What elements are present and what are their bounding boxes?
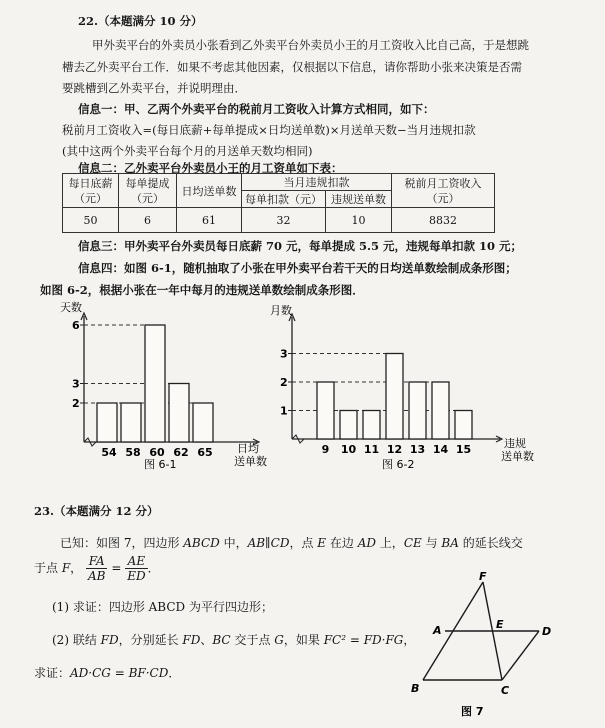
point-label-a: A (433, 624, 442, 637)
table-cell-avg-orders: 61 (177, 208, 242, 233)
chart-6-2 (270, 305, 570, 470)
chart-6-1-plot (60, 300, 267, 470)
q23-part2: (2) 联结 FD，分别延长 FD、BC 交于点 G，如果 FC² = FD·FG， (52, 633, 416, 647)
chart-6-2-bar-14 (432, 382, 449, 439)
q23-given-line2: 于点 F， $\frac{FA}{AB}$ = $\frac{AE}{ED}$ ． (34, 554, 160, 583)
line-dc (502, 631, 539, 680)
table-cell-fine-count: 10 (326, 208, 392, 233)
chart-6-2-bar-11 (363, 411, 380, 440)
info2-title: 信息二：乙外卖平台外卖员小王的月工资单如下表： (78, 161, 343, 175)
chart-6-1-bar-54 (97, 403, 117, 442)
q23-given-line1: 已知：如图 7，四边形 ABCD 中，AB∥CD，点 E 在边 AD 上，CE 与 BA 的延长线交 (60, 536, 523, 550)
table-header-income: 税前月工资收入 （元） (392, 174, 495, 208)
chart-6-1-ytick-label: 3 (72, 377, 80, 391)
info1-title: 信息一：甲、乙两个外卖平台的税前月工资收入计算方式相同，如下： (78, 102, 435, 116)
chart-6-2-xlabel-1: 违规 (504, 437, 526, 450)
point-label-f: F (479, 570, 487, 583)
chart-6-1-xtick-label: 60 (149, 446, 165, 459)
point-label-c: C (501, 684, 510, 697)
q23-prove: 求证：AD·CG = BF·CD． (34, 666, 181, 680)
chart-6-2-bar-10 (340, 411, 357, 440)
chart-6-1-ytick-label: 6 (72, 319, 80, 332)
table-header-base: 每日底薪 （元） (63, 174, 119, 208)
chart-6-1-xtick-label: 58 (125, 446, 141, 459)
chart-6-1 (52, 300, 277, 470)
point-label-e: E (496, 618, 504, 631)
table-cell-base: 50 (63, 208, 119, 233)
chart-6-1-xtick-label: 65 (197, 446, 213, 459)
chart-6-1-bar-62 (169, 384, 189, 443)
chart-6-1-bar-58 (121, 403, 141, 442)
q22-intro-line2: 槽去乙外卖平台工作．如果不考虑其他因素，仅根据以下信息，请你帮助小张来决策是否需 (62, 60, 522, 74)
chart-6-1-caption: 图 6-1 (144, 458, 177, 470)
table-header-per-fine: 每单扣款（元） (242, 191, 326, 208)
table-header-fine-count: 违规送单数 (326, 191, 392, 208)
chart-6-1-xlabel-1: 日均 (237, 442, 259, 455)
info4-line1: 信息四：如图 6-1，随机抽取了小张在甲外卖平台若干天的日均送单数绘制成条形图； (78, 261, 517, 275)
chart-6-2-xlabel-2: 送单数 (501, 450, 534, 463)
info3: 信息三：甲外卖平台外卖员每日底薪 70 元，每单提成 5.5 元，违规每单扣款 10 元； (78, 239, 523, 253)
chart-6-2-xtick-label: 12 (386, 443, 403, 456)
chart-6-1-xlabel-2: 送单数 (234, 455, 267, 468)
q23-part1: (1) 求证：四边形 ABCD 为平行四边形； (52, 600, 273, 614)
table-header-commission: 每单提成 （元） (119, 174, 177, 208)
chart-6-2-xtick-label: 11 (363, 443, 380, 456)
q22-intro-line3: 要跳槽到乙外卖平台，并说明理由． (62, 81, 246, 95)
point-label-b: B (411, 682, 420, 695)
chart-6-2-xtick-label: 10 (340, 443, 357, 456)
table-header-violation: 当月违规扣款 (242, 174, 392, 191)
chart-6-2-plot (270, 305, 534, 470)
chart-6-2-ytick-label: 3 (280, 347, 288, 361)
chart-6-1-bar-65 (193, 403, 213, 442)
figure-7 (405, 568, 570, 723)
chart-6-1-ytick-label: 2 (72, 397, 80, 410)
table-cell-income: 8832 (392, 208, 495, 233)
chart-6-2-xtick-label: 14 (432, 443, 449, 456)
salary-table (62, 173, 495, 233)
chart-6-2-ytick-label: 2 (280, 376, 288, 389)
chart-6-2-ylabel: 月数 (270, 305, 292, 317)
q22-intro-line1: 甲外卖平台的外卖员小张看到乙外卖平台外卖员小王的月工资收入比自己高，于是想跳 (92, 38, 529, 52)
figure-7-caption: 图 7 (461, 705, 484, 718)
q22-header: 22.（本题满分 10 分） (78, 14, 203, 28)
chart-6-1-ylabel: 天数 (60, 301, 82, 314)
info4-line2: 如图 6-2，根据小张在一年中每月的违规送单数绘制成条形图． (40, 283, 364, 297)
table-header-avg-orders: 日均送单数 (177, 174, 242, 208)
table-cell-per-fine: 32 (242, 208, 326, 233)
point-label-d: D (542, 625, 552, 638)
fraction-ae-ed: $\frac{AE}{ED}$ (127, 554, 146, 583)
chart-6-2-bar-15 (455, 411, 472, 440)
chart-6-2-bar-9 (317, 382, 334, 439)
chart-6-1-bar-60 (145, 325, 165, 442)
chart-6-2-caption: 图 6-2 (382, 458, 415, 470)
chart-6-2-xtick-label: 15 (455, 443, 472, 456)
chart-6-2-ytick-label: 1 (280, 404, 288, 418)
chart-6-1-xtick-label: 62 (173, 446, 189, 459)
chart-6-2-bar-13 (409, 382, 426, 439)
q23-header: 23.（本题满分 12 分） (34, 504, 159, 518)
info1-note: (其中这两个外卖平台每个月的月送单天数均相同) (62, 144, 313, 158)
table-cell-commission: 6 (119, 208, 177, 233)
info1-formula: 税前月工资收入=(每日底薪+每单提成×日均送单数)×月送单天数−当月违规扣款 (62, 123, 476, 137)
chart-6-2-xtick-label: 13 (409, 443, 426, 456)
chart-6-2-xtick-label: 9 (321, 443, 330, 456)
chart-6-2-bar-12 (386, 354, 403, 440)
chart-6-1-xtick-label: 54 (101, 446, 117, 459)
fraction-fa-ab: $\frac{FA}{AB}$ (88, 554, 106, 583)
